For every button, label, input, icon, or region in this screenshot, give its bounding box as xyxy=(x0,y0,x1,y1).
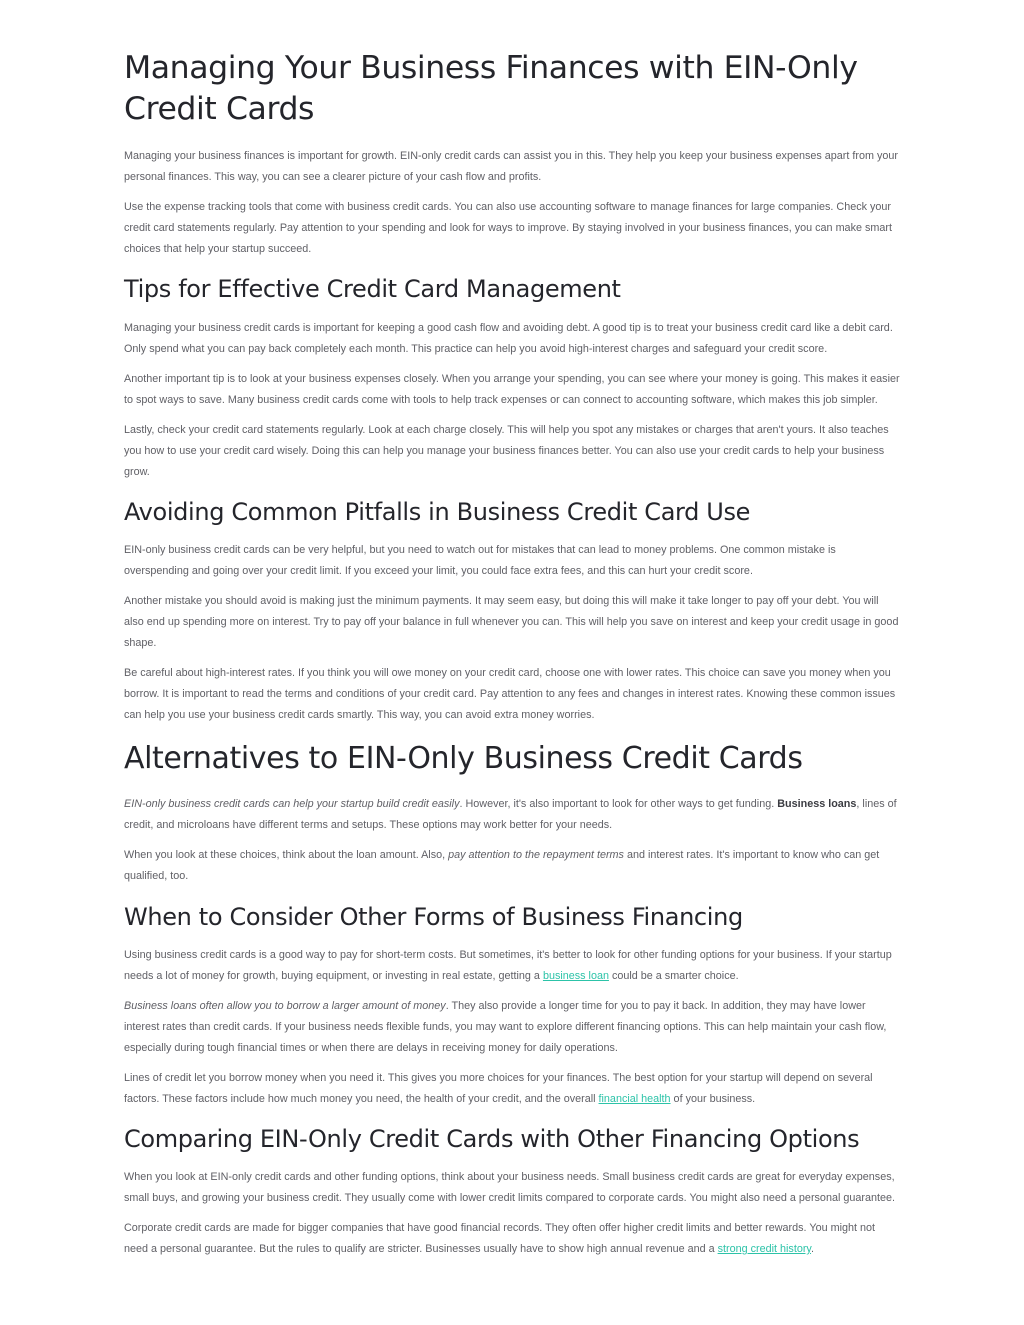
other-forms-paragraph xyxy=(124,1068,900,1110)
business-loans-emphasis: Business loans often allow you to borrow a larger amount of money xyxy=(124,1000,446,1012)
pitfalls-paragraph: EIN-only business credit cards can be very helpful, but you need to watch out for mistakes that can lead to money problems. One common mistake is overspending and going over your credit limit. If you exceed your limit, you could face extra fees, and this can hurt your credit score. xyxy=(124,544,836,577)
alternatives-paragraph xyxy=(124,845,900,887)
other-forms-heading: When to Consider Other Forms of Business Financing xyxy=(124,903,743,931)
repayment-terms-emphasis: pay attention to the repayment terms xyxy=(448,849,624,861)
strong-credit-history-link[interactable]: strong credit history xyxy=(717,1243,812,1255)
comparing-text: . xyxy=(811,1243,815,1255)
other-forms-paragraph xyxy=(124,945,900,987)
comparing-paragraph xyxy=(124,1218,900,1260)
alternatives-emphasis: EIN-only business credit cards can help your startup build credit easily xyxy=(124,798,460,810)
article-content xyxy=(124,48,900,1260)
alternatives-text: , lines of credit, and microloans have different terms and setups. These options may work better for your needs. xyxy=(124,798,897,831)
alternatives-text: When you look at these choices, think about the loan amount. Also, xyxy=(124,849,449,861)
other-forms-text: Lines of credit let you borrow money when you need it. This gives you more choices for your finances. The best option for your startup will depend on several factors. These factors include how much money you need, the health of your credit, and the overall xyxy=(124,1072,873,1105)
intro-paragraph: Use the expense tracking tools that come with business credit cards. You can also use accounting software to manage finances for large companies. Check your credit card statements regularly. Pay attention to your spending and look for ways to improve. By staying involved in your business finances, you can make smart choices that help your startup succeed. xyxy=(124,201,892,255)
alternatives-paragraph xyxy=(124,794,900,836)
alternatives-text: . However, it's also important to look for other ways to get funding. xyxy=(459,798,778,810)
pitfalls-paragraph: Be careful about high-interest rates. If you think you will owe money on your credit card, choose one with lower rates. This choice can save you money when you borrow. It is important to read the terms and conditions of your credit card. Pay attention to any fees and changes in interest rates. Knowing these common issues can help you use your business credit cards smartly. This way, you can avoid extra money worries. xyxy=(124,667,896,721)
other-forms-text: Using business credit cards is a good way to pay for short-term costs. But sometimes, it's better to look for other funding options for your business. If your startup needs a lot of money for growth, buying equipment, or investing in real estate, getting a xyxy=(124,949,892,982)
tips-heading: Tips for Effective Credit Card Management xyxy=(124,275,621,303)
other-forms-text: could be a smarter choice. xyxy=(608,970,739,982)
comparing-heading: Comparing EIN-Only Credit Cards with Other Financing Options xyxy=(124,1125,860,1153)
tips-paragraph: Another important tip is to look at your business expenses closely. When you arrange your spending, you can see where your money is going. This makes it easier to spot ways to save. Many business credit cards come with tools to help track expenses or can connect to accounting software, which makes this job simpler. xyxy=(124,373,900,406)
comparing-paragraph: When you look at EIN-only credit cards and other funding options, think about your business needs. Small business credit cards are great for everyday expenses, small buys, and growing your business credit. They usually come with lower credit limits compared to corporate cards. You might also need a personal guarantee. xyxy=(124,1171,895,1204)
pitfalls-paragraph: Another mistake you should avoid is making just the minimum payments. It may seem easy, but doing this will make it take longer to pay off your debt. You will also end up spending more on interest. Try to pay off your balance in full whenever you can. This will help you save on interest and keep your credit usage in good shape. xyxy=(124,595,899,649)
financial-health-link[interactable]: financial health xyxy=(598,1093,671,1105)
intro-paragraph: Managing your business finances is important for growth. EIN-only credit cards can assist you in this. They help you keep your business expenses apart from your personal finances. This way, you can see a clearer picture of your cash flow and profits. xyxy=(124,150,898,183)
alternatives-text: and interest rates. It's important to know who can get qualified, too. xyxy=(124,849,880,882)
business-loan-link[interactable]: business loan xyxy=(542,970,609,982)
other-forms-text: of your business. xyxy=(670,1093,756,1105)
other-forms-text: . They also provide a longer time for you to pay it back. In addition, they may have lower interest rates than credit cards. If your business needs flexible funds, you may want to explore different financing options. This can help maintain your cash flow, especially during tough financial times or when there are delays in receiving money for daily operations. xyxy=(124,1000,887,1054)
other-forms-paragraph xyxy=(124,996,900,1059)
tips-paragraph: Lastly, check your credit card statements regularly. Look at each charge closely. This will help you spot any mistakes or charges that aren't yours. It also teaches you how to use your credit card wisely. Doing this can help you manage your business finances better. You can also use your credit cards to help your business grow. xyxy=(124,424,889,478)
comparing-text: Corporate credit cards are made for bigger companies that have good financial records. They often offer higher credit limits and better rewards. You might not need a personal guarantee. But the rules to qualify are stricter. Businesses usually have to show high annual revenue and a xyxy=(124,1222,875,1255)
tips-paragraph: Managing your business credit cards is important for keeping a good cash flow and avoiding debt. A good tip is to treat your business credit card like a debit card. Only spend what you can pay back completely each month. This practice can help you avoid high-interest charges and safeguard your credit score. xyxy=(124,322,893,355)
pitfalls-heading: Avoiding Common Pitfalls in Business Credit Card Use xyxy=(124,498,751,526)
article-title: Managing Your Business Finances with EIN-Only Credit Cards xyxy=(124,50,858,127)
alternatives-heading: Alternatives to EIN-Only Business Credit Cards xyxy=(124,741,803,776)
business-loans-strong: Business loans xyxy=(777,798,857,810)
